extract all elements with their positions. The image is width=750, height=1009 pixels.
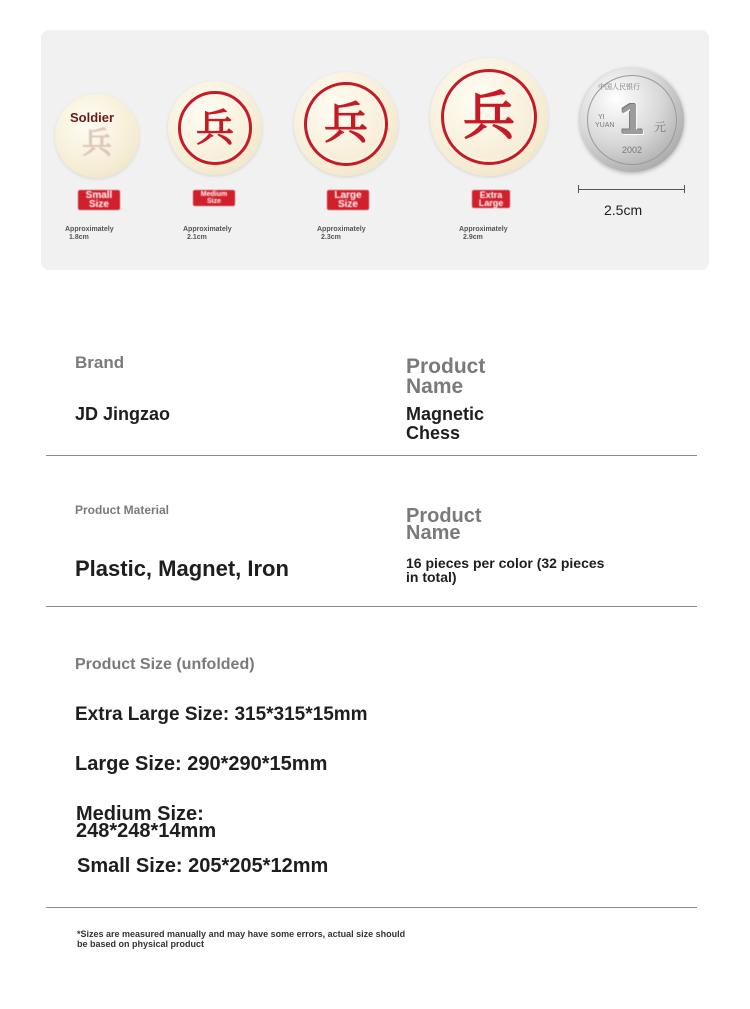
product-name-value: Magnetic Chess (406, 404, 485, 443)
material-value: Plastic, Magnet, Iron (75, 556, 289, 581)
approx-medium (183, 226, 232, 242)
approx-extra-large-value: 2.9cm (463, 234, 483, 241)
large-chess-piece (294, 72, 398, 176)
reference-coin (580, 68, 684, 172)
approx-large-value: 2.3cm (321, 234, 341, 241)
size-extra-large: Extra Large Size: 315*315*15mm (75, 704, 368, 725)
approx-medium-label: Approximately (183, 226, 232, 233)
coin-yuan: YUAN (595, 122, 615, 129)
approx-extra-large-label: Approximately (459, 226, 508, 233)
coin-numeral: 1 (619, 95, 645, 144)
extra-large-chess-piece (430, 58, 548, 176)
small-chess-piece (55, 94, 139, 178)
scale-bar (578, 189, 684, 190)
brand-value: JD Jingzao (75, 404, 171, 424)
product-name-label-2: Product Name (406, 505, 482, 544)
scale-label: 2.5cm (604, 202, 643, 218)
size-tag-large: Large Size (327, 190, 369, 210)
size-tag-medium: Medium Size (193, 190, 235, 206)
soldier-label: Soldier (70, 110, 115, 125)
coin-year: 2002 (622, 145, 643, 155)
soldier-glyph: 兵 (82, 126, 112, 161)
size-medium: Medium Size: 248*248*14mm (76, 803, 217, 842)
coin-unit: 元 (653, 120, 666, 134)
scale-tick-left (578, 185, 579, 193)
large-piece-glyph: 兵 (324, 98, 368, 149)
large-piece-ring (304, 82, 388, 166)
divider-2 (46, 606, 697, 607)
extra-large-piece-glyph: 兵 (462, 86, 515, 147)
quantity-value: 16 pieces per color (32 pieces in total) (406, 555, 605, 585)
coin-issuer-text: 中国人民银行 (598, 84, 640, 91)
extra-large-piece-ring (441, 69, 537, 165)
medium-piece-glyph: 兵 (195, 105, 234, 150)
scale-tick-right (684, 185, 685, 193)
approx-large-label: Approximately (317, 226, 366, 233)
material-label: Product Material (75, 503, 170, 517)
coin-face (587, 75, 677, 165)
approx-extra-large (459, 226, 508, 242)
size-tag-small: Small Size (78, 190, 120, 210)
approx-small (65, 226, 114, 242)
medium-piece-ring (178, 91, 252, 165)
size-small: Small Size: 205*205*12mm (77, 855, 329, 877)
approx-small-value: 1.8cm (69, 234, 89, 241)
medium-chess-piece (168, 81, 262, 175)
measurement-footnote: *Sizes are measured manually and may have some errors, actual size should be based on physical product (77, 929, 406, 949)
approx-small-label: Approximately (65, 226, 114, 233)
divider-1 (46, 455, 697, 456)
size-label: Product Size (unfolded) (75, 656, 255, 673)
size-tag-extra-large: Extra Large (472, 190, 510, 208)
divider-3 (46, 907, 697, 908)
brand-label: Brand (75, 353, 125, 372)
approx-medium-value: 2.1cm (187, 234, 207, 241)
approx-large (317, 226, 366, 242)
size-large: Large Size: 290*290*15mm (75, 753, 328, 775)
coin-yi: YI (598, 114, 605, 121)
product-name-label: Product Name (406, 355, 486, 398)
